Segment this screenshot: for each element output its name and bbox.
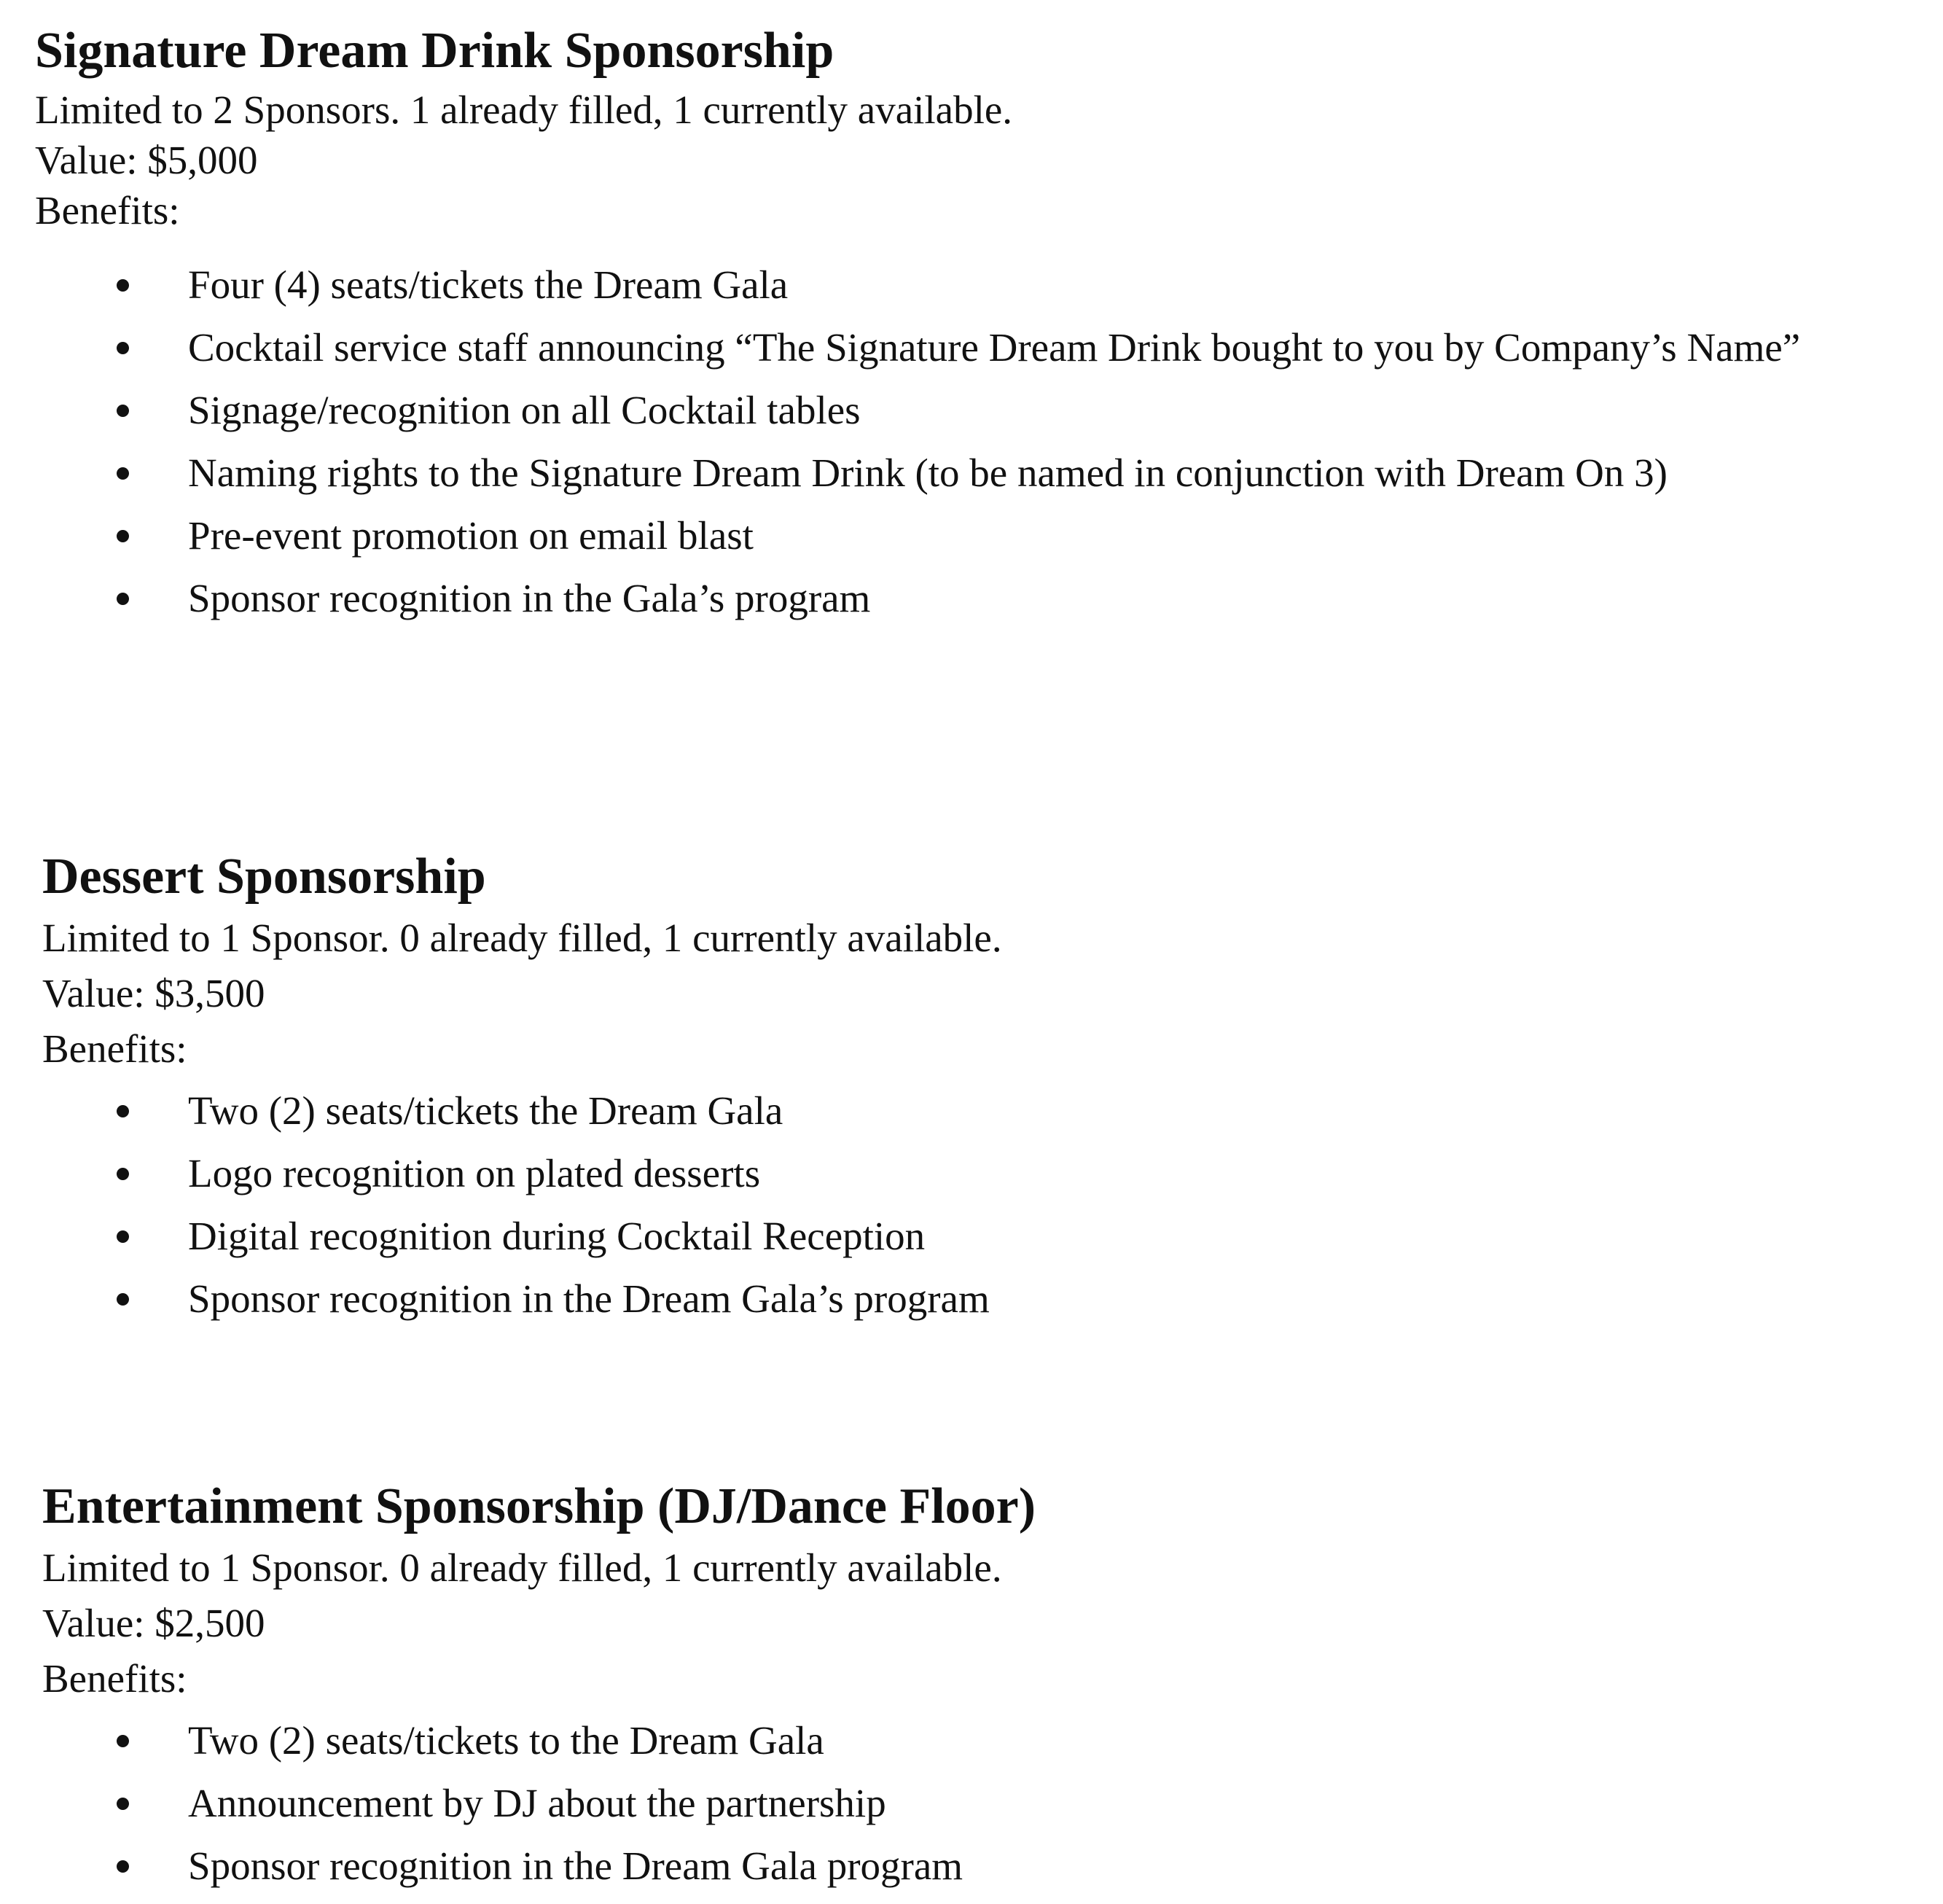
bullet-icon <box>117 1798 129 1810</box>
benefit-item <box>0 316 1943 379</box>
benefit-item <box>0 1772 1943 1835</box>
section-heading: Signature Dream Drink Sponsorship <box>35 23 834 79</box>
benefits-label: Benefits: <box>42 1026 187 1071</box>
benefit-item <box>0 567 1943 630</box>
bullet-icon <box>117 342 129 354</box>
benefit-text: Digital recognition during Cocktail Reception <box>188 1214 926 1258</box>
benefit-text: Sponsor recognition in the Dream Gala’s program <box>188 1276 990 1321</box>
benefit-text: Naming rights to the Signature Dream Drink (to be named in conjunction with Dream On 3) <box>188 450 1668 495</box>
benefit-text: Four (4) seats/tickets the Dream Gala <box>188 262 789 307</box>
bullet-icon <box>117 405 129 417</box>
benefit-item <box>0 379 1943 442</box>
benefit-text: Sponsor recognition in the Gala’s program <box>188 576 871 620</box>
benefit-text: Two (2) seats/tickets to the Dream Gala <box>188 1718 824 1763</box>
value-text: Value: $3,500 <box>42 971 265 1015</box>
benefit-item <box>0 1205 1943 1268</box>
availability-text: Limited to 2 Sponsors. 1 already filled, 1 currently available. <box>35 87 1013 132</box>
bullet-icon <box>117 1735 129 1747</box>
benefit-text: Signage/recognition on all Cocktail tables <box>188 388 861 432</box>
benefits-list <box>0 254 1943 630</box>
sponsorship-section-signature-drink <box>0 17 1943 630</box>
benefit-item <box>0 254 1943 316</box>
availability-text: Limited to 1 Sponsor. 0 already filled, 1 currently available. <box>42 916 1002 960</box>
benefit-item <box>0 1835 1943 1897</box>
benefits-list <box>0 1080 1943 1330</box>
benefit-item <box>0 1142 1943 1205</box>
benefit-item <box>0 504 1943 567</box>
benefit-item <box>0 442 1943 504</box>
benefit-text: Two (2) seats/tickets the Dream Gala <box>188 1088 783 1133</box>
sponsorship-section-entertainment <box>0 1473 1943 1897</box>
benefits-label: Benefits: <box>42 1656 187 1701</box>
benefit-item <box>0 1080 1943 1142</box>
benefits-label: Benefits: <box>35 188 180 233</box>
benefit-text: Logo recognition on plated desserts <box>188 1151 761 1195</box>
availability-text: Limited to 1 Sponsor. 0 already filled, 1 currently available. <box>42 1545 1002 1590</box>
benefit-text: Sponsor recognition in the Dream Gala program <box>188 1843 963 1888</box>
benefit-item <box>0 1268 1943 1330</box>
benefits-list <box>0 1709 1943 1897</box>
bullet-icon <box>117 1293 129 1306</box>
value-text: Value: $2,500 <box>42 1601 265 1645</box>
bullet-icon <box>117 1860 129 1873</box>
benefit-text: Announcement by DJ about the partnership <box>188 1781 886 1825</box>
section-heading: Dessert Sponsorship <box>42 848 486 905</box>
benefit-item <box>0 1709 1943 1772</box>
bullet-icon <box>117 1168 129 1180</box>
bullet-icon <box>117 1105 129 1117</box>
bullet-icon <box>117 1230 129 1243</box>
benefit-text: Pre-event promotion on email blast <box>188 513 754 558</box>
bullet-icon <box>117 530 129 542</box>
value-text: Value: $5,000 <box>35 138 258 182</box>
bullet-icon <box>117 279 129 292</box>
benefit-text: Cocktail service staff announcing “The Signature Dream Drink bought to you by Company’s Name” <box>188 325 1801 370</box>
bullet-icon <box>117 593 129 605</box>
bullet-icon <box>117 467 129 480</box>
section-heading: Entertainment Sponsorship (DJ/Dance Floor) <box>42 1478 1036 1534</box>
sponsorship-section-dessert <box>0 843 1943 1330</box>
